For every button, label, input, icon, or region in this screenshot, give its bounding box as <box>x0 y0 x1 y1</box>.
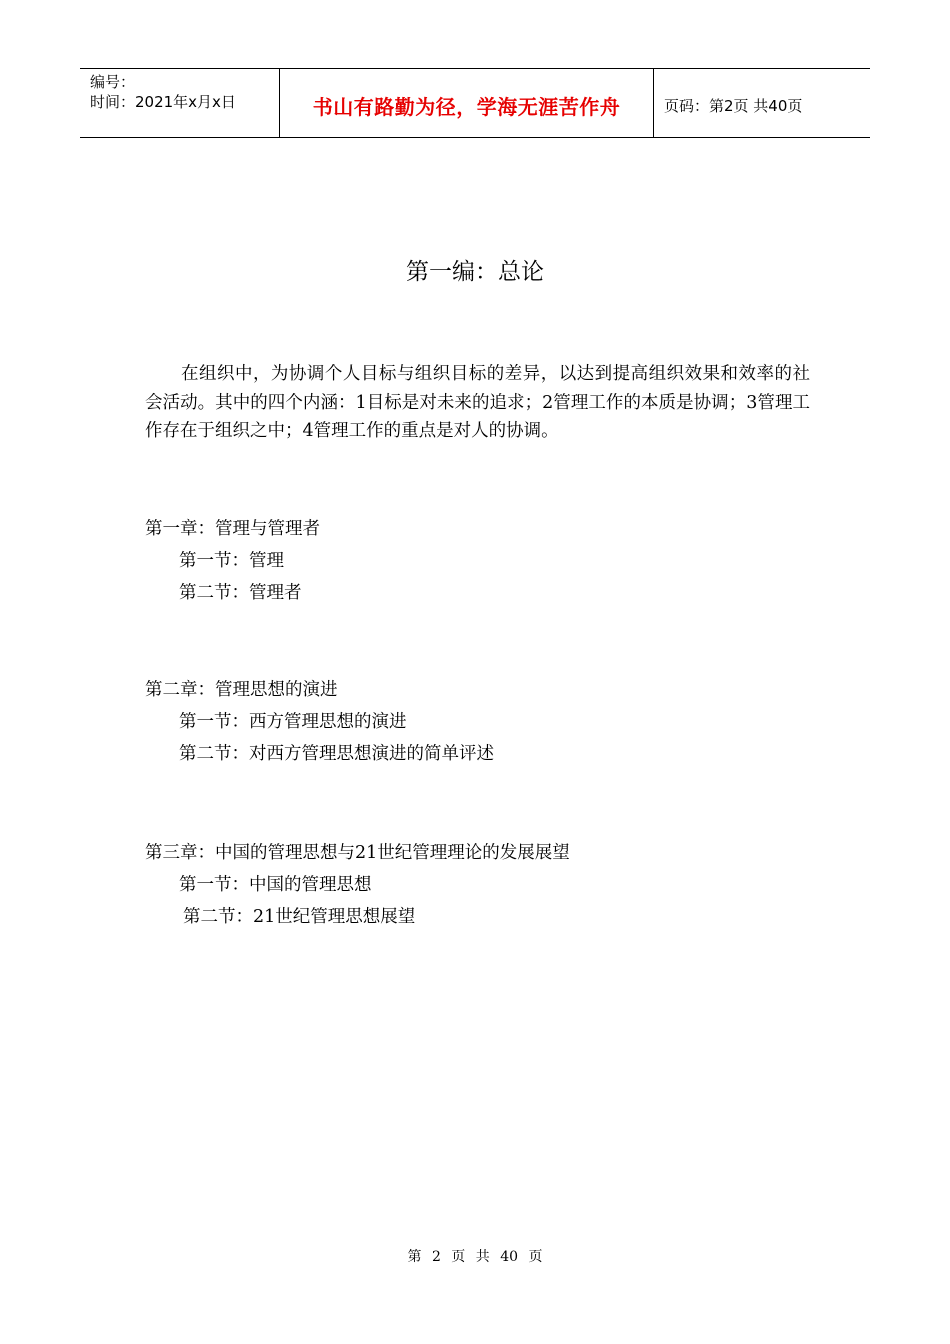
page-footer: 第 2 页 共 40 页 <box>407 1249 543 1265</box>
chapter-title: 第一章：管理与管理者 <box>145 519 320 539</box>
section-item: 第二节：对西方管理思想演进的简单评述 <box>179 744 494 764</box>
section-item: 第一节：西方管理思想的演进 <box>179 712 407 732</box>
chapter-title: 第二章：管理思想的演进 <box>145 680 338 700</box>
chapter-title: 第三章：中国的管理思想与21世纪管理理论的发展展望 <box>145 843 570 863</box>
part-title: 第一编：总论 <box>406 259 544 285</box>
page-header <box>80 68 870 138</box>
section-item: 第二节：管理者 <box>179 583 302 603</box>
intro-paragraph: 在组织中，为协调个人目标与组织目标的差异，以达到提高组织效果和效率的社会活动。其中的四个内涵：1目标是对未来的追求；2管理工作的本质是协调；3管理工作存在于组织之中；4管理工作的重点是对人的协调。 <box>145 364 810 441</box>
section-item: 第一节：管理 <box>179 551 284 571</box>
header-page-info: 页码：第2页 共40页 <box>664 96 803 115</box>
header-info-cell <box>80 69 280 137</box>
chapter-3 <box>145 837 570 933</box>
section-item: 第一节：中国的管理思想 <box>179 875 372 895</box>
number-label: 编号： <box>90 73 136 91</box>
section-item: 第二节：21世纪管理思想展望 <box>183 907 416 927</box>
chapter-1 <box>145 513 320 609</box>
chapter-2 <box>145 674 494 770</box>
time-label: 时间：2021年x月x日 <box>90 93 236 111</box>
header-motto: 书山有路勤为径，学海无涯苦作舟 <box>280 69 654 137</box>
